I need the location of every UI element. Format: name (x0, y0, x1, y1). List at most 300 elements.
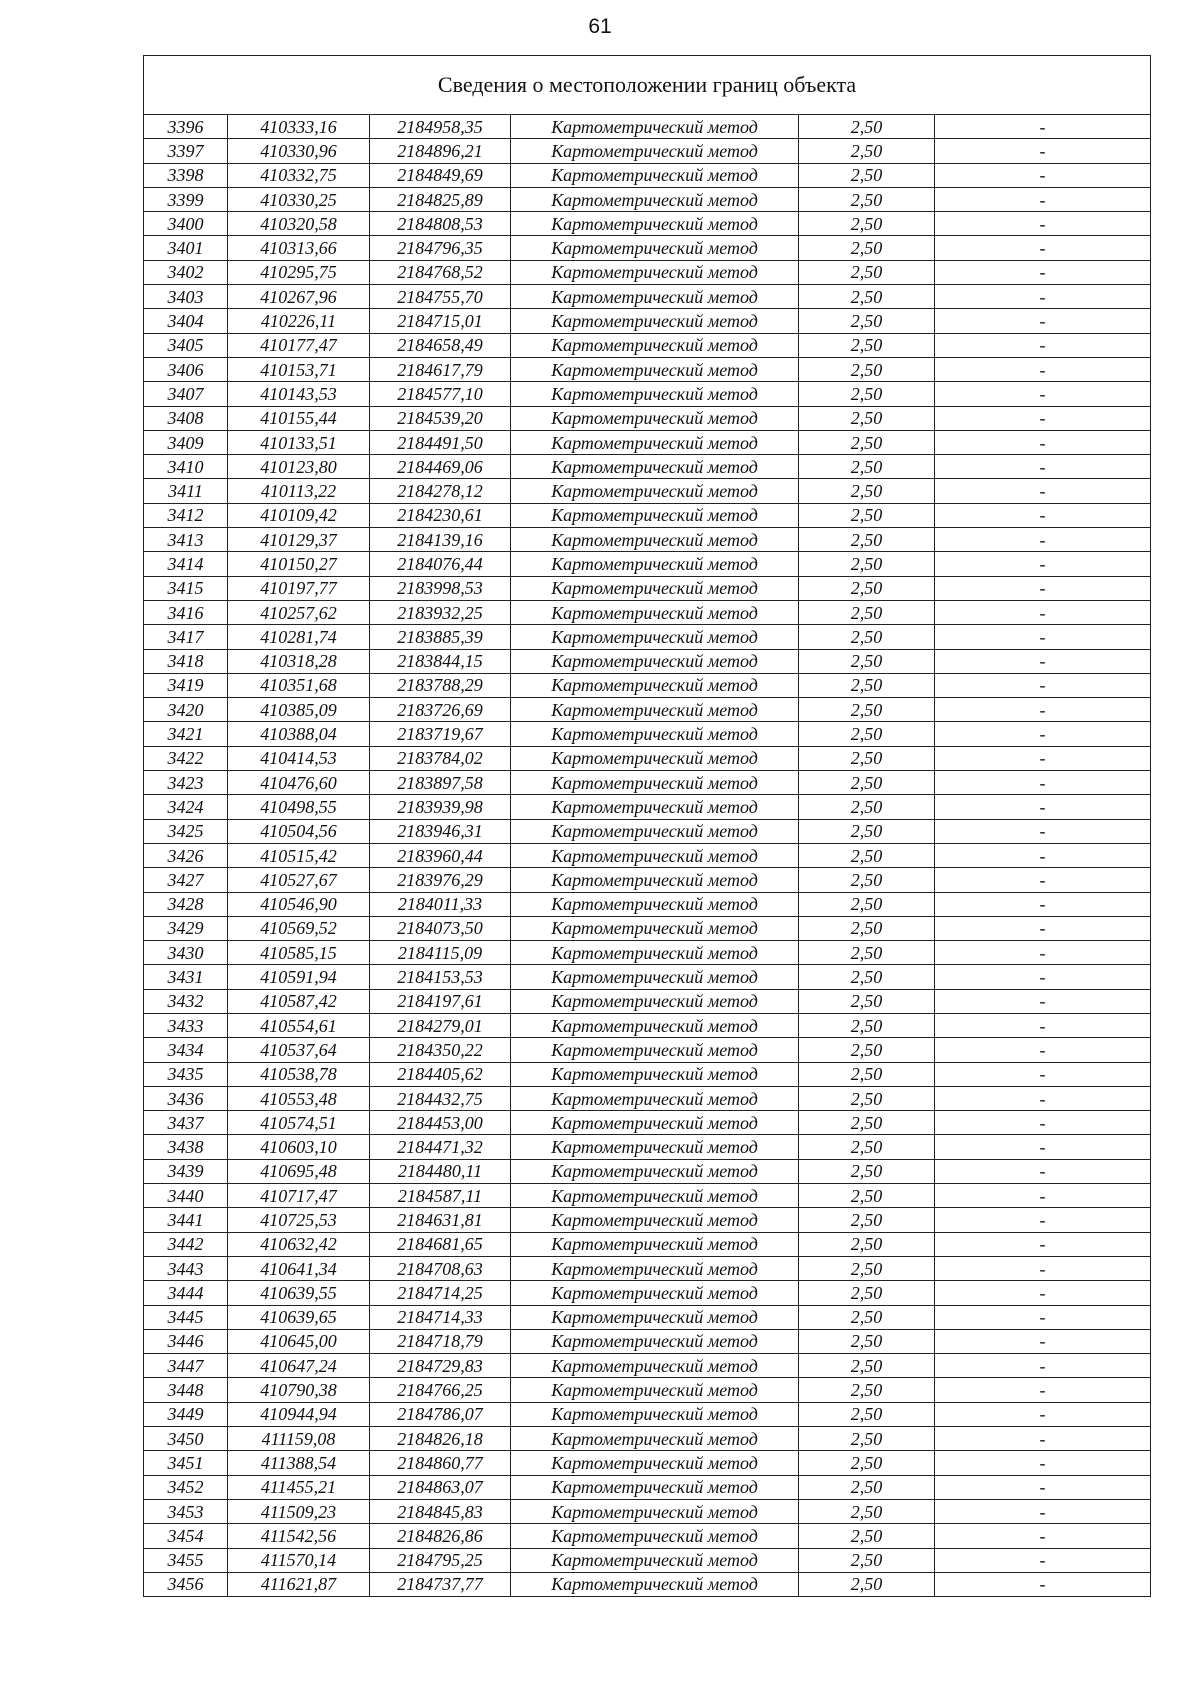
coordinate-x-cell: 410388,04 (228, 722, 370, 746)
coordinate-y-cell: 2184115,09 (370, 941, 511, 965)
method-cell: Картометрический метод (511, 1184, 799, 1208)
table-row (144, 552, 1151, 576)
method-cell: Картометрический метод (511, 649, 799, 673)
accuracy-cell: 2,50 (799, 1256, 935, 1280)
table-row (144, 1524, 1151, 1548)
method-cell: Картометрический метод (511, 1232, 799, 1256)
note-cell: - (935, 600, 1151, 624)
accuracy-cell: 2,50 (799, 236, 935, 260)
method-cell: Картометрический метод (511, 1281, 799, 1305)
point-number-cell: 3418 (144, 649, 228, 673)
point-number-cell: 3439 (144, 1159, 228, 1183)
coordinate-x-cell: 410318,28 (228, 649, 370, 673)
note-cell: - (935, 503, 1151, 527)
method-cell: Картометрический метод (511, 382, 799, 406)
note-cell: - (935, 1475, 1151, 1499)
note-cell: - (935, 868, 1151, 892)
coordinate-x-cell: 410585,15 (228, 941, 370, 965)
accuracy-cell: 2,50 (799, 212, 935, 236)
accuracy-cell: 2,50 (799, 115, 935, 139)
coordinate-x-cell: 410538,78 (228, 1062, 370, 1086)
coordinate-x-cell: 410113,22 (228, 479, 370, 503)
table-row (144, 1256, 1151, 1280)
accuracy-cell: 2,50 (799, 746, 935, 770)
coordinate-y-cell: 2184796,35 (370, 236, 511, 260)
accuracy-cell: 2,50 (799, 989, 935, 1013)
accuracy-cell: 2,50 (799, 965, 935, 989)
coordinate-x-cell: 410351,68 (228, 673, 370, 697)
accuracy-cell: 2,50 (799, 1451, 935, 1475)
table-row (144, 965, 1151, 989)
coordinate-y-cell: 2183885,39 (370, 625, 511, 649)
coordinate-y-cell: 2184860,77 (370, 1451, 511, 1475)
note-cell: - (935, 673, 1151, 697)
coordinate-y-cell: 2184849,69 (370, 163, 511, 187)
point-number-cell: 3420 (144, 698, 228, 722)
coordinate-y-cell: 2184786,07 (370, 1402, 511, 1426)
point-number-cell: 3416 (144, 600, 228, 624)
coordinate-x-cell: 410295,75 (228, 260, 370, 284)
coordinate-y-cell: 2184755,70 (370, 285, 511, 309)
coordinate-y-cell: 2184825,89 (370, 187, 511, 211)
table-row (144, 989, 1151, 1013)
accuracy-cell: 2,50 (799, 285, 935, 309)
table-row (144, 333, 1151, 357)
point-number-cell: 3426 (144, 843, 228, 867)
table-row (144, 1499, 1151, 1523)
note-cell: - (935, 1305, 1151, 1329)
note-cell: - (935, 552, 1151, 576)
method-cell: Картометрический метод (511, 455, 799, 479)
table-row (144, 115, 1151, 139)
point-number-cell: 3448 (144, 1378, 228, 1402)
coordinate-y-cell: 2183976,29 (370, 868, 511, 892)
table-row (144, 892, 1151, 916)
accuracy-cell: 2,50 (799, 187, 935, 211)
point-number-cell: 3415 (144, 576, 228, 600)
method-cell: Картометрический метод (511, 260, 799, 284)
coordinate-y-cell: 2184795,25 (370, 1548, 511, 1572)
coordinate-y-cell: 2184766,25 (370, 1378, 511, 1402)
coordinate-x-cell: 410150,27 (228, 552, 370, 576)
coordinate-x-cell: 411542,56 (228, 1524, 370, 1548)
coordinate-y-cell: 2184826,18 (370, 1427, 511, 1451)
accuracy-cell: 2,50 (799, 1354, 935, 1378)
method-cell: Картометрический метод (511, 357, 799, 381)
coordinate-y-cell: 2184139,16 (370, 528, 511, 552)
accuracy-cell: 2,50 (799, 1232, 935, 1256)
accuracy-cell: 2,50 (799, 576, 935, 600)
note-cell: - (935, 1111, 1151, 1135)
accuracy-cell: 2,50 (799, 406, 935, 430)
method-cell: Картометрический метод (511, 965, 799, 989)
boundary-coordinates-table (143, 55, 1151, 1597)
method-cell: Картометрический метод (511, 771, 799, 795)
point-number-cell: 3397 (144, 139, 228, 163)
coordinate-y-cell: 2184681,65 (370, 1232, 511, 1256)
point-number-cell: 3430 (144, 941, 228, 965)
coordinate-x-cell: 410332,75 (228, 163, 370, 187)
coordinate-y-cell: 2184279,01 (370, 1013, 511, 1037)
point-number-cell: 3450 (144, 1427, 228, 1451)
point-number-cell: 3435 (144, 1062, 228, 1086)
point-number-cell: 3412 (144, 503, 228, 527)
table-row (144, 843, 1151, 867)
accuracy-cell: 2,50 (799, 1427, 935, 1451)
note-cell: - (935, 382, 1151, 406)
coordinate-y-cell: 2184845,83 (370, 1499, 511, 1523)
coordinate-x-cell: 410639,55 (228, 1281, 370, 1305)
coordinate-y-cell: 2184011,33 (370, 892, 511, 916)
note-cell: - (935, 455, 1151, 479)
accuracy-cell: 2,50 (799, 1038, 935, 1062)
accuracy-cell: 2,50 (799, 1572, 935, 1596)
table-row (144, 260, 1151, 284)
method-cell: Картометрический метод (511, 1451, 799, 1475)
coordinate-x-cell: 410944,94 (228, 1402, 370, 1426)
method-cell: Картометрический метод (511, 1524, 799, 1548)
point-number-cell: 3431 (144, 965, 228, 989)
method-cell: Картометрический метод (511, 115, 799, 139)
accuracy-cell: 2,50 (799, 382, 935, 406)
table-title-row (144, 56, 1151, 115)
point-number-cell: 3456 (144, 1572, 228, 1596)
accuracy-cell: 2,50 (799, 843, 935, 867)
point-number-cell: 3442 (144, 1232, 228, 1256)
method-cell: Картометрический метод (511, 989, 799, 1013)
coordinate-x-cell: 410129,37 (228, 528, 370, 552)
coordinate-x-cell: 410603,10 (228, 1135, 370, 1159)
table-row (144, 187, 1151, 211)
note-cell: - (935, 625, 1151, 649)
note-cell: - (935, 1232, 1151, 1256)
coordinate-y-cell: 2184577,10 (370, 382, 511, 406)
coordinate-y-cell: 2184491,50 (370, 430, 511, 454)
table-row (144, 1402, 1151, 1426)
coordinate-x-cell: 410647,24 (228, 1354, 370, 1378)
coordinate-x-cell: 410333,16 (228, 115, 370, 139)
coordinate-x-cell: 410109,42 (228, 503, 370, 527)
note-cell: - (935, 989, 1151, 1013)
coordinate-y-cell: 2184539,20 (370, 406, 511, 430)
point-number-cell: 3436 (144, 1086, 228, 1110)
coordinate-x-cell: 410123,80 (228, 455, 370, 479)
method-cell: Картометрический метод (511, 503, 799, 527)
note-cell: - (935, 163, 1151, 187)
table-row (144, 698, 1151, 722)
coordinate-y-cell: 2184197,61 (370, 989, 511, 1013)
coordinate-x-cell: 410504,56 (228, 819, 370, 843)
coordinate-y-cell: 2184076,44 (370, 552, 511, 576)
point-number-cell: 3434 (144, 1038, 228, 1062)
note-cell: - (935, 406, 1151, 430)
note-cell: - (935, 941, 1151, 965)
coordinate-x-cell: 410313,66 (228, 236, 370, 260)
note-cell: - (935, 965, 1151, 989)
note-cell: - (935, 1256, 1151, 1280)
note-cell: - (935, 1524, 1151, 1548)
note-cell: - (935, 795, 1151, 819)
accuracy-cell: 2,50 (799, 1013, 935, 1037)
method-cell: Картометрический метод (511, 406, 799, 430)
coordinate-y-cell: 2184896,21 (370, 139, 511, 163)
point-number-cell: 3407 (144, 382, 228, 406)
table-row (144, 1038, 1151, 1062)
accuracy-cell: 2,50 (799, 1086, 935, 1110)
table-row (144, 722, 1151, 746)
note-cell: - (935, 698, 1151, 722)
accuracy-cell: 2,50 (799, 819, 935, 843)
note-cell: - (935, 916, 1151, 940)
table-row (144, 1548, 1151, 1572)
coordinate-x-cell: 410414,53 (228, 746, 370, 770)
accuracy-cell: 2,50 (799, 1499, 935, 1523)
coordinate-y-cell: 2183998,53 (370, 576, 511, 600)
table-row (144, 1305, 1151, 1329)
note-cell: - (935, 260, 1151, 284)
note-cell: - (935, 649, 1151, 673)
table-row (144, 285, 1151, 309)
note-cell: - (935, 722, 1151, 746)
note-cell: - (935, 528, 1151, 552)
point-number-cell: 3452 (144, 1475, 228, 1499)
note-cell: - (935, 843, 1151, 867)
method-cell: Картометрический метод (511, 868, 799, 892)
method-cell: Картометрический метод (511, 479, 799, 503)
method-cell: Картометрический метод (511, 552, 799, 576)
method-cell: Картометрический метод (511, 285, 799, 309)
coordinate-y-cell: 2183784,02 (370, 746, 511, 770)
coordinate-x-cell: 411570,14 (228, 1548, 370, 1572)
coordinate-y-cell: 2183946,31 (370, 819, 511, 843)
table-row (144, 1013, 1151, 1037)
coordinate-y-cell: 2184737,77 (370, 1572, 511, 1596)
point-number-cell: 3425 (144, 819, 228, 843)
coordinate-x-cell: 410587,42 (228, 989, 370, 1013)
point-number-cell: 3423 (144, 771, 228, 795)
note-cell: - (935, 576, 1151, 600)
note-cell: - (935, 1208, 1151, 1232)
method-cell: Картометрический метод (511, 1329, 799, 1353)
accuracy-cell: 2,50 (799, 1548, 935, 1572)
note-cell: - (935, 212, 1151, 236)
method-cell: Картометрический метод (511, 1402, 799, 1426)
method-cell: Картометрический метод (511, 819, 799, 843)
point-number-cell: 3414 (144, 552, 228, 576)
coordinate-y-cell: 2184631,81 (370, 1208, 511, 1232)
accuracy-cell: 2,50 (799, 479, 935, 503)
table-row (144, 1281, 1151, 1305)
note-cell: - (935, 819, 1151, 843)
note-cell: - (935, 333, 1151, 357)
coordinate-x-cell: 410498,55 (228, 795, 370, 819)
coordinate-y-cell: 2184714,25 (370, 1281, 511, 1305)
coordinate-y-cell: 2183719,67 (370, 722, 511, 746)
accuracy-cell: 2,50 (799, 357, 935, 381)
accuracy-cell: 2,50 (799, 916, 935, 940)
accuracy-cell: 2,50 (799, 1378, 935, 1402)
point-number-cell: 3432 (144, 989, 228, 1013)
accuracy-cell: 2,50 (799, 1402, 935, 1426)
accuracy-cell: 2,50 (799, 1135, 935, 1159)
accuracy-cell: 2,50 (799, 673, 935, 697)
table-title: Сведения о местоположении границ объекта (144, 56, 1151, 115)
coordinate-x-cell: 410553,48 (228, 1086, 370, 1110)
method-cell: Картометрический метод (511, 892, 799, 916)
point-number-cell: 3403 (144, 285, 228, 309)
method-cell: Картометрический метод (511, 600, 799, 624)
coordinate-x-cell: 411509,23 (228, 1499, 370, 1523)
table-row (144, 941, 1151, 965)
accuracy-cell: 2,50 (799, 795, 935, 819)
method-cell: Картометрический метод (511, 1548, 799, 1572)
table-row (144, 236, 1151, 260)
accuracy-cell: 2,50 (799, 1329, 935, 1353)
table-row (144, 382, 1151, 406)
coordinate-y-cell: 2183844,15 (370, 649, 511, 673)
method-cell: Картометрический метод (511, 625, 799, 649)
accuracy-cell: 2,50 (799, 892, 935, 916)
note-cell: - (935, 1159, 1151, 1183)
coordinate-y-cell: 2183788,29 (370, 673, 511, 697)
point-number-cell: 3419 (144, 673, 228, 697)
note-cell: - (935, 1354, 1151, 1378)
note-cell: - (935, 1548, 1151, 1572)
point-number-cell: 3455 (144, 1548, 228, 1572)
point-number-cell: 3445 (144, 1305, 228, 1329)
coordinate-x-cell: 410554,61 (228, 1013, 370, 1037)
table-row (144, 1159, 1151, 1183)
method-cell: Картометрический метод (511, 843, 799, 867)
accuracy-cell: 2,50 (799, 430, 935, 454)
table-row (144, 673, 1151, 697)
table-row (144, 625, 1151, 649)
note-cell: - (935, 771, 1151, 795)
note-cell: - (935, 1184, 1151, 1208)
coordinate-y-cell: 2184617,79 (370, 357, 511, 381)
point-number-cell: 3410 (144, 455, 228, 479)
coordinate-x-cell: 410641,34 (228, 1256, 370, 1280)
point-number-cell: 3411 (144, 479, 228, 503)
table-row (144, 771, 1151, 795)
point-number-cell: 3446 (144, 1329, 228, 1353)
page-number: 61 (588, 15, 612, 38)
coordinate-y-cell: 2184278,12 (370, 479, 511, 503)
table-row (144, 795, 1151, 819)
accuracy-cell: 2,50 (799, 1184, 935, 1208)
point-number-cell: 3427 (144, 868, 228, 892)
coordinate-y-cell: 2184808,53 (370, 212, 511, 236)
accuracy-cell: 2,50 (799, 600, 935, 624)
point-number-cell: 3422 (144, 746, 228, 770)
method-cell: Картометрический метод (511, 941, 799, 965)
table-row (144, 503, 1151, 527)
point-number-cell: 3405 (144, 333, 228, 357)
coordinate-y-cell: 2183726,69 (370, 698, 511, 722)
table-row (144, 1086, 1151, 1110)
coordinate-y-cell: 2184230,61 (370, 503, 511, 527)
note-cell: - (935, 892, 1151, 916)
point-number-cell: 3453 (144, 1499, 228, 1523)
note-cell: - (935, 430, 1151, 454)
method-cell: Картометрический метод (511, 309, 799, 333)
accuracy-cell: 2,50 (799, 1208, 935, 1232)
point-number-cell: 3421 (144, 722, 228, 746)
coordinate-x-cell: 410257,62 (228, 600, 370, 624)
coordinate-x-cell: 410591,94 (228, 965, 370, 989)
note-cell: - (935, 746, 1151, 770)
point-number-cell: 3402 (144, 260, 228, 284)
coordinate-y-cell: 2183960,44 (370, 843, 511, 867)
method-cell: Картометрический метод (511, 916, 799, 940)
note-cell: - (935, 1451, 1151, 1475)
point-number-cell: 3400 (144, 212, 228, 236)
coordinate-x-cell: 410320,58 (228, 212, 370, 236)
note-cell: - (935, 1086, 1151, 1110)
note-cell: - (935, 1329, 1151, 1353)
coordinate-x-cell: 410632,42 (228, 1232, 370, 1256)
method-cell: Картометрический метод (511, 139, 799, 163)
method-cell: Картометрический метод (511, 1208, 799, 1232)
method-cell: Картометрический метод (511, 163, 799, 187)
point-number-cell: 3447 (144, 1354, 228, 1378)
table-row (144, 309, 1151, 333)
coordinate-x-cell: 410695,48 (228, 1159, 370, 1183)
coordinate-x-cell: 410330,96 (228, 139, 370, 163)
note-cell: - (935, 1062, 1151, 1086)
coordinate-x-cell: 410385,09 (228, 698, 370, 722)
method-cell: Картометрический метод (511, 576, 799, 600)
coordinate-y-cell: 2184718,79 (370, 1329, 511, 1353)
note-cell: - (935, 187, 1151, 211)
note-cell: - (935, 357, 1151, 381)
accuracy-cell: 2,50 (799, 722, 935, 746)
coordinate-x-cell: 410133,51 (228, 430, 370, 454)
accuracy-cell: 2,50 (799, 333, 935, 357)
point-number-cell: 3398 (144, 163, 228, 187)
coordinate-x-cell: 410197,77 (228, 576, 370, 600)
accuracy-cell: 2,50 (799, 649, 935, 673)
coordinate-x-cell: 410267,96 (228, 285, 370, 309)
coordinate-y-cell: 2183932,25 (370, 600, 511, 624)
table-row (144, 455, 1151, 479)
accuracy-cell: 2,50 (799, 1159, 935, 1183)
coordinate-x-cell: 410143,53 (228, 382, 370, 406)
table-row (144, 576, 1151, 600)
point-number-cell: 3449 (144, 1402, 228, 1426)
coordinate-x-cell: 411388,54 (228, 1451, 370, 1475)
coordinate-x-cell: 410226,11 (228, 309, 370, 333)
accuracy-cell: 2,50 (799, 1111, 935, 1135)
point-number-cell: 3433 (144, 1013, 228, 1037)
coordinate-y-cell: 2184714,33 (370, 1305, 511, 1329)
method-cell: Картометрический метод (511, 1013, 799, 1037)
note-cell: - (935, 236, 1151, 260)
coordinate-y-cell: 2184153,53 (370, 965, 511, 989)
table-row (144, 1062, 1151, 1086)
table-row (144, 528, 1151, 552)
table-row (144, 163, 1151, 187)
accuracy-cell: 2,50 (799, 260, 935, 284)
accuracy-cell: 2,50 (799, 1305, 935, 1329)
note-cell: - (935, 1572, 1151, 1596)
coordinate-y-cell: 2184432,75 (370, 1086, 511, 1110)
coordinate-x-cell: 411621,87 (228, 1572, 370, 1596)
coordinate-x-cell: 410574,51 (228, 1111, 370, 1135)
note-cell: - (935, 1281, 1151, 1305)
note-cell: - (935, 285, 1151, 309)
table-row (144, 357, 1151, 381)
